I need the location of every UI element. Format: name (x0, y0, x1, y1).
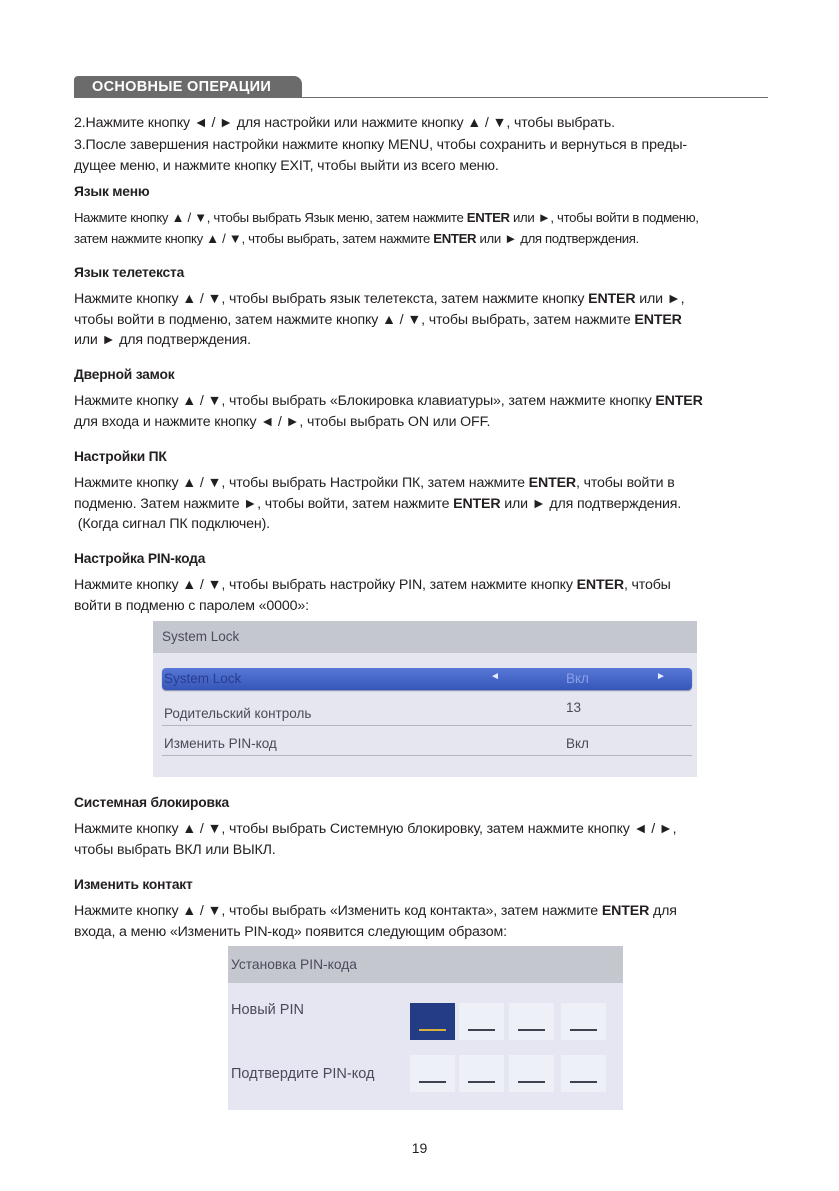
enter-key-label: ENTER (576, 577, 624, 593)
menu-row-value: 13 (566, 700, 582, 715)
text: , чтобы войти в (576, 475, 675, 491)
arrow-left-icon[interactable]: ◄ (490, 671, 500, 682)
section-body-pin-setup (74, 575, 784, 616)
text: войти в подменю с паролем «0000»: (74, 597, 309, 614)
section-title-teletext-language: Язык телетекста (74, 265, 185, 280)
text: входа, а меню «Изменить PIN-код» появится следующим образом: (74, 923, 507, 940)
text: Нажмите кнопку ▲ / ▼, чтобы выбрать Настройки ПК, затем нажмите (74, 475, 529, 491)
text: или ►, (635, 291, 685, 307)
text: Нажмите кнопку ▲ / ▼, чтобы выбрать «Блокировка клавиатуры», затем нажмите кнопку (74, 393, 656, 409)
menu-row-label: Изменить PIN-код (164, 736, 277, 751)
pin-setup-menu (228, 946, 623, 1110)
text: (Когда сигнал ПК подключен). (74, 516, 270, 532)
text: Нажмите кнопку ▲ / ▼, чтобы выбрать Язык меню, затем нажмите (74, 210, 467, 225)
enter-key-label: ENTER (588, 291, 636, 307)
menu-row-change-pin[interactable] (162, 733, 692, 756)
section-body-menu-language (74, 207, 784, 249)
section-body-pc-settings (74, 473, 784, 535)
section-header-title: ОСНОВНЫЕ ОПЕРАЦИИ (74, 76, 302, 97)
enter-key-label: ENTER (433, 231, 477, 246)
text: , чтобы (623, 577, 671, 593)
text: Нажмите кнопку ▲ / ▼, чтобы выбрать «Изменить код контакта», затем нажмите (74, 903, 602, 919)
intro-step-3 (74, 135, 784, 176)
section-title-system-lock: Системная блокировка (74, 795, 229, 810)
text: или ► для подтверждения. (476, 231, 639, 246)
enter-key-label: ENTER (466, 210, 510, 225)
system-lock-menu (153, 621, 697, 777)
digit-dash (518, 1029, 545, 1031)
enter-key-label: ENTER (655, 393, 703, 409)
text: Нажмите кнопку ▲ / ▼, чтобы выбрать Системную блокировку, затем нажмите кнопку ◄ / ►, (74, 821, 677, 837)
confirm-pin-digit-2[interactable] (459, 1055, 504, 1092)
section-body-change-contact (74, 901, 784, 942)
cursor-dash (419, 1029, 446, 1031)
enter-key-label: ENTER (601, 903, 650, 919)
pin-setup-menu-title: Установка PIN-кода (228, 946, 623, 983)
section-header (74, 76, 768, 98)
text: затем нажмите кнопку ▲ / ▼, чтобы выбрать, затем нажмите (74, 231, 434, 246)
digit-dash (570, 1081, 597, 1083)
menu-row-system-lock[interactable] (162, 668, 692, 690)
section-title-pin-setup: Настройка PIN-кода (74, 551, 206, 566)
intro-step-3-line1: 3.После завершения настройки нажмите кнопку MENU, чтобы сохранить и вернуться в преды- (74, 137, 687, 153)
new-pin-digit-3[interactable] (509, 1003, 554, 1040)
digit-dash (468, 1081, 495, 1083)
digit-dash (570, 1029, 597, 1031)
section-body-door-lock (74, 391, 784, 432)
new-pin-digit-4[interactable] (561, 1003, 606, 1040)
arrow-right-icon[interactable]: ► (656, 671, 666, 682)
menu-row-value: Вкл (566, 671, 589, 686)
text: Нажмите кнопку ▲ / ▼, чтобы выбрать язык телетекста, затем нажмите кнопку (74, 291, 589, 307)
confirm-pin-digit-3[interactable] (509, 1055, 554, 1092)
digit-dash (468, 1029, 495, 1031)
text: чтобы выбрать ВКЛ или ВЫКЛ. (74, 841, 276, 858)
menu-row-parental-control[interactable] (162, 700, 692, 726)
text: или ► для подтверждения. (500, 495, 682, 512)
section-body-teletext-language (74, 289, 784, 351)
page-number: 19 (411, 1140, 428, 1156)
enter-key-label: ENTER (528, 475, 577, 491)
confirm-pin-label: Подтвердите PIN-код (231, 1066, 375, 1082)
text: или ►, чтобы войти в подменю, (509, 210, 699, 225)
section-title-change-contact: Изменить контакт (74, 877, 193, 892)
text: Нажмите кнопку ▲ / ▼, чтобы выбрать настройку PIN, затем нажмите кнопку (74, 577, 577, 593)
new-pin-digit-1[interactable] (410, 1003, 455, 1040)
enter-key-label: ENTER (634, 311, 682, 328)
intro-step-3-line2: дущее меню, и нажмите кнопку EXIT, чтобы выйти из всего меню. (74, 157, 499, 174)
confirm-pin-digit-4[interactable] (561, 1055, 606, 1092)
intro-step-2: 2.Нажмите кнопку ◄ / ► для настройки или нажмите кнопку ▲ / ▼, чтобы выбрать. (74, 115, 615, 131)
text: подменю. Затем нажмите ►, чтобы войти, затем нажмите (74, 495, 454, 512)
new-pin-digit-2[interactable] (459, 1003, 504, 1040)
system-lock-menu-title: System Lock (153, 621, 697, 653)
text: для (649, 903, 677, 919)
digit-dash (419, 1081, 446, 1083)
menu-row-value: Вкл (566, 736, 589, 751)
section-title-pc-settings: Настройки ПК (74, 449, 167, 464)
digit-dash (518, 1081, 545, 1083)
new-pin-label: Новый PIN (231, 1002, 304, 1018)
menu-row-label: System Lock (164, 671, 242, 686)
confirm-pin-digit-1[interactable] (410, 1055, 455, 1092)
header-divider (74, 97, 768, 98)
enter-key-label: ENTER (453, 495, 501, 512)
section-title-door-lock: Дверной замок (74, 367, 175, 382)
section-body-system-lock (74, 819, 784, 860)
text: чтобы войти в подменю, затем нажмите кнопку ▲ / ▼, чтобы выбрать, затем нажмите (74, 311, 635, 328)
text: для входа и нажмите кнопку ◄ / ►, чтобы выбрать ON или OFF. (74, 413, 491, 430)
section-title-menu-language: Язык меню (74, 184, 150, 199)
menu-row-label: Родительский контроль (164, 706, 312, 721)
text: или ► для подтверждения. (74, 332, 251, 348)
